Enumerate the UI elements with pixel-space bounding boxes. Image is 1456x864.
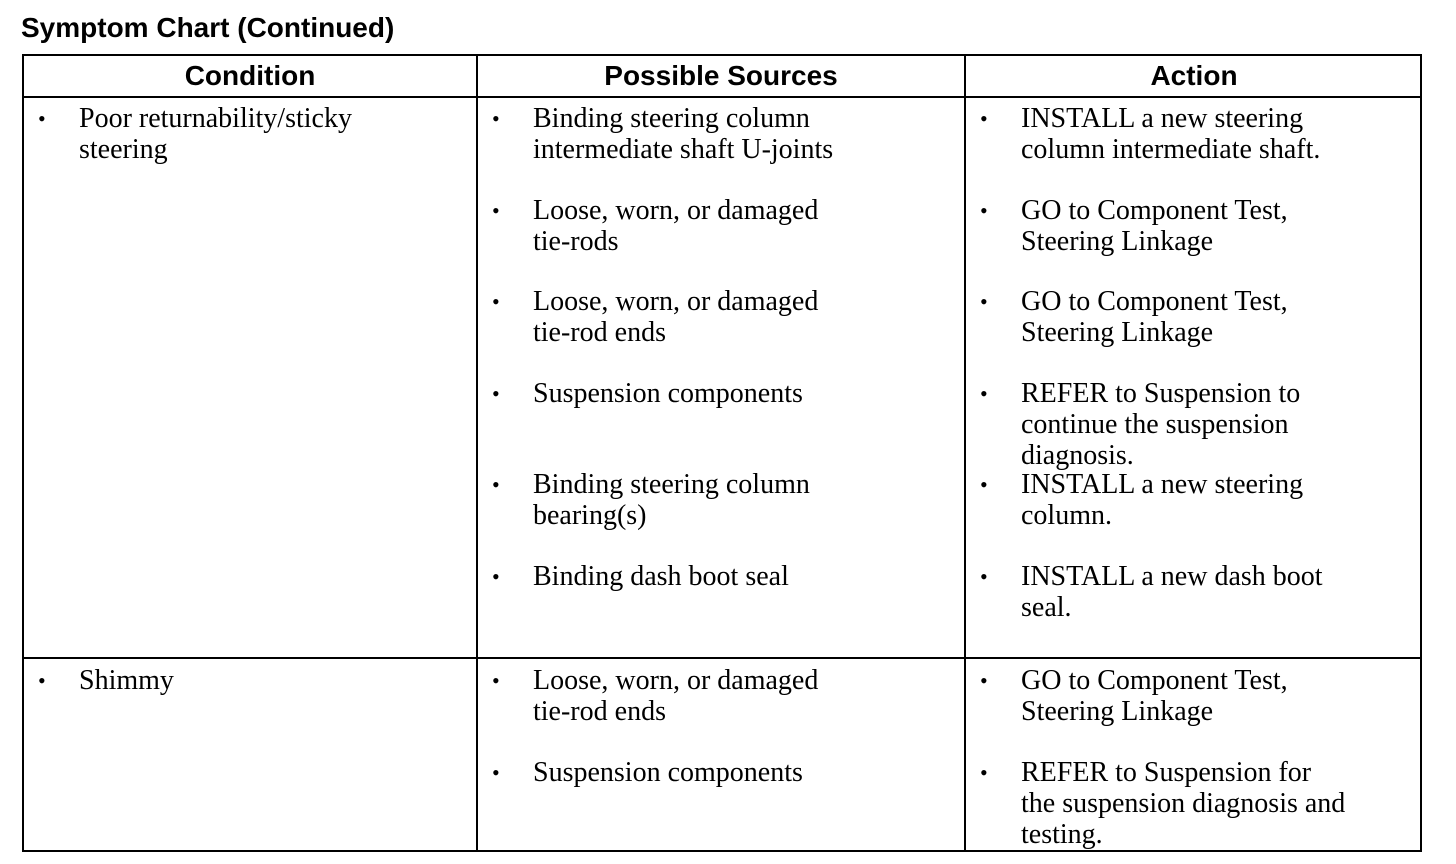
action-item-text <box>1021 286 1288 348</box>
text-line: tie-rod ends <box>533 696 666 727</box>
text-line: Steering Linkage <box>1021 226 1214 257</box>
source-item-text <box>533 757 803 788</box>
source-item-text <box>533 195 818 257</box>
text-line: bearing(s) <box>533 500 647 531</box>
bullet-icon: • <box>492 381 500 406</box>
text-line: INSTALL a new steering <box>1021 469 1304 500</box>
action-item-text <box>1021 757 1345 850</box>
text-line: Steering Linkage <box>1021 696 1214 727</box>
source-item-text <box>533 378 803 409</box>
text-line: GO to Component Test, <box>1021 286 1288 317</box>
bullet-icon: • <box>980 381 988 406</box>
text-line: Loose, worn, or damaged <box>533 665 819 696</box>
text-line: diagnosis. <box>1021 440 1134 471</box>
symptom-table <box>22 54 1422 852</box>
source-item-text <box>533 665 818 727</box>
source-item-text <box>533 286 818 348</box>
source-item-text <box>533 469 810 531</box>
action-item-text <box>1021 561 1323 623</box>
text-line: REFER to Suspension for <box>1021 757 1312 788</box>
bullet-icon: • <box>492 472 500 497</box>
action-item-text <box>1021 103 1320 165</box>
bullet-icon: • <box>492 106 500 131</box>
page-title: Symptom Chart (Continued) <box>21 12 395 43</box>
text-line: GO to Component Test, <box>1021 665 1288 696</box>
bullet-icon: • <box>492 564 500 589</box>
text-line: INSTALL a new dash boot <box>1021 561 1323 592</box>
source-item-text <box>533 561 789 592</box>
bullet-icon: • <box>980 668 988 693</box>
text-line: continue the suspension <box>1021 409 1289 440</box>
text-line: tie-rod ends <box>533 317 666 348</box>
text-line: Suspension components <box>533 757 803 788</box>
text-line: tie-rods <box>533 226 619 257</box>
bullet-icon: • <box>980 198 988 223</box>
header-possible-sources: Possible Sources <box>604 60 838 91</box>
text-line: INSTALL a new steering <box>1021 103 1304 134</box>
bullet-icon: • <box>492 668 500 693</box>
source-item-text <box>533 103 833 165</box>
text-line: Binding dash boot seal <box>533 561 789 592</box>
text-line: intermediate shaft U-joints <box>533 134 834 165</box>
header-condition: Condition <box>184 60 316 91</box>
text-line: column. <box>1021 500 1112 531</box>
action-item-text <box>1021 665 1288 727</box>
bullet-icon: • <box>980 564 988 589</box>
text-line: Loose, worn, or damaged <box>533 286 819 317</box>
text-line: REFER to Suspension to <box>1021 378 1301 409</box>
text-line: steering <box>79 134 168 165</box>
text-line: Loose, worn, or damaged <box>533 195 819 226</box>
column-divider <box>964 56 966 850</box>
text-line: Shimmy <box>79 665 174 696</box>
action-item-text <box>1021 378 1300 471</box>
text-line: column intermediate shaft. <box>1021 134 1321 165</box>
header-action: Action <box>1150 60 1238 91</box>
bullet-icon: • <box>980 472 988 497</box>
action-item-text <box>1021 469 1303 531</box>
bullet-icon: • <box>980 289 988 314</box>
action-item-text <box>1021 195 1288 257</box>
text-line: GO to Component Test, <box>1021 195 1288 226</box>
text-line: Poor returnability/sticky <box>79 103 352 134</box>
condition-item-text <box>79 103 352 165</box>
condition-item-text <box>79 665 174 696</box>
text-line: seal. <box>1021 592 1072 623</box>
text-line: Binding steering column <box>533 103 810 134</box>
text-line: Steering Linkage <box>1021 317 1214 348</box>
bullet-icon: • <box>492 198 500 223</box>
text-line: Suspension components <box>533 378 803 409</box>
header-divider <box>24 96 1420 98</box>
bullet-icon: • <box>980 760 988 785</box>
row-divider <box>24 657 1420 659</box>
bullet-icon: • <box>492 760 500 785</box>
bullet-icon: • <box>38 668 46 693</box>
text-line: testing. <box>1021 819 1103 850</box>
bullet-icon: • <box>38 106 46 131</box>
bullet-icon: • <box>492 289 500 314</box>
column-divider <box>476 56 478 850</box>
text-line: the suspension diagnosis and <box>1021 788 1346 819</box>
text-line: Binding steering column <box>533 469 810 500</box>
bullet-icon: • <box>980 106 988 131</box>
